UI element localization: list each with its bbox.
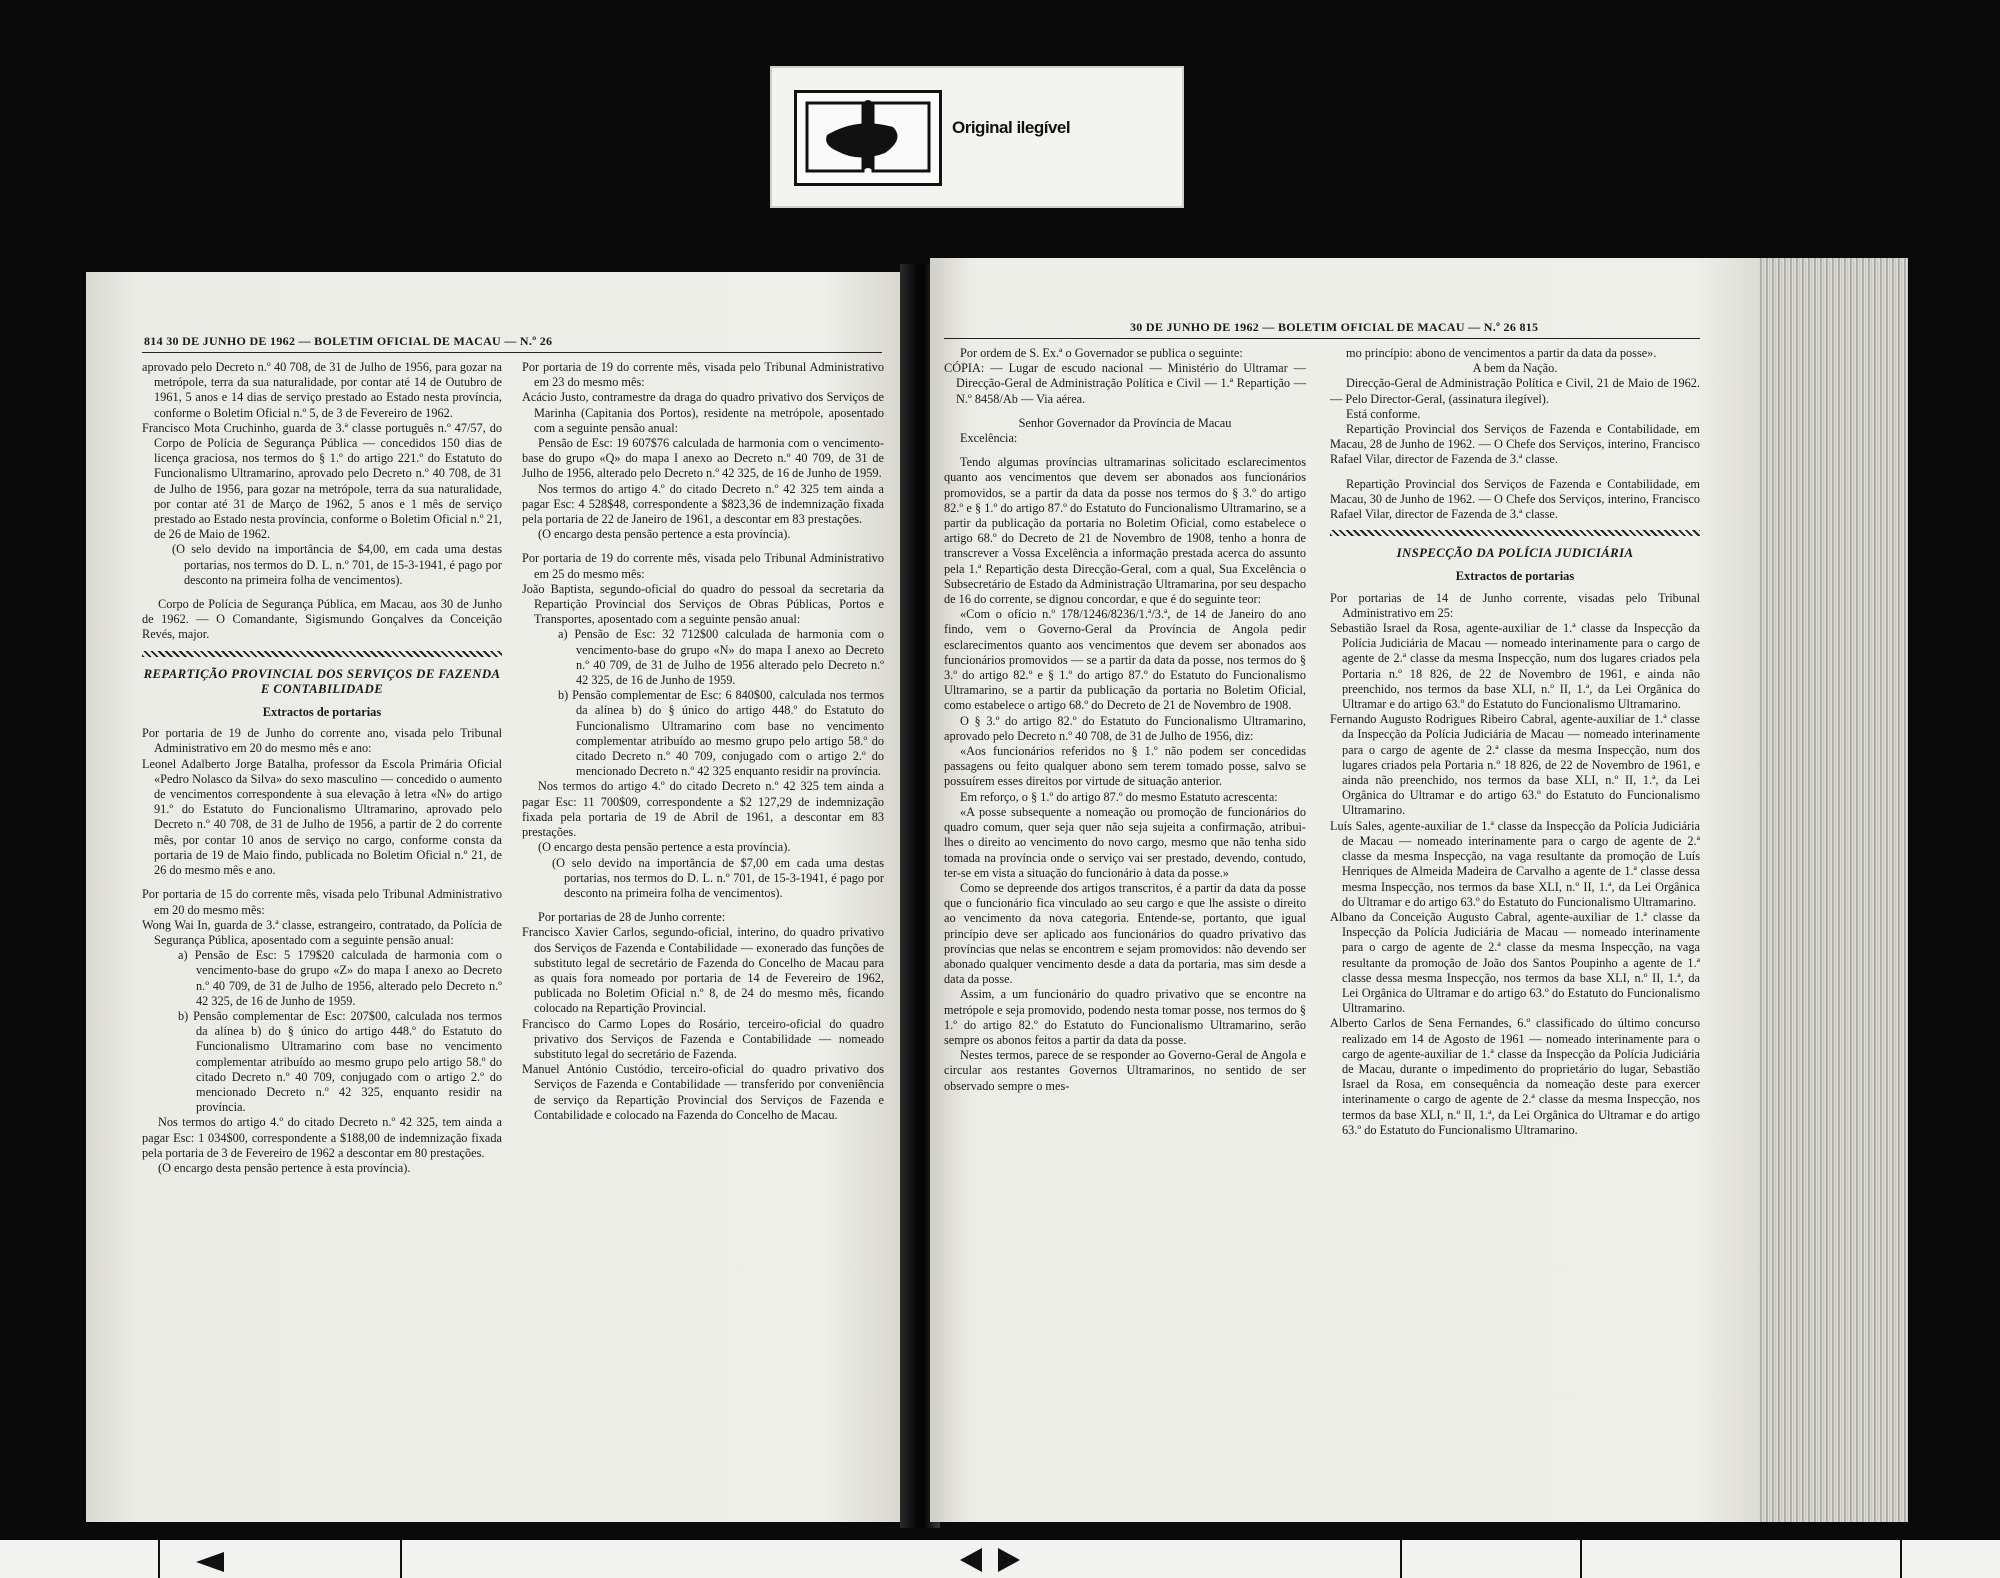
right-page: [930, 258, 1760, 1522]
ruler-tick: [400, 1540, 402, 1578]
right-page-header: 30 DE JUNHO DE 1962 — BOLETIM OFICIAL DE MACAU — N.º 26 815: [1130, 320, 1539, 334]
section-subtitle: Extractos de portarias: [1455, 569, 1575, 584]
paragraph: Alberto Carlos de Sena Fernandes, 6.º classificado do último concurso realizado em 14 de Agosto de 1961 — nomeado interinamente para o cargo de agente-auxiliar de 1.ª classe da Inspecção da Polícia Judiciária de Macau, durante o impedimento do proprietário do lugar, Sebastião Israel da Rosa, em consequência da nomeação deste para exercer interinamente o cargo de agente de 2.ª classe da mesma Inspecção, nos termos da base XLI, n.º II, 1.ª, da Lei Orgânica do Ultramar e do artigo 63.º do Estatuto do Funcionalismo Ultramarino.: [1330, 1016, 1700, 1137]
paragraph: Assim, a um funcionário do quadro privativo que se encontre na metrópole e seja promovido, podendo nesta tomar posse, nos termos do § 1.º do artigo 82.º do Estatuto do Funcionalismo Ultramarino, serão sempre os abonos feitos a partir da data da posse.: [944, 987, 1306, 1047]
paragraph: (O encargo desta pensão pertence a esta província).: [538, 840, 791, 855]
paragraph: Francisco Mota Cruchinho, guarda de 3.ª classe português n.º 47/57, do Corpo de Polícia de Segurança Pública — concedidos 150 dias de licença graciosa, nos termos do § 1.º do artigo 221.º do Estatuto do Funcionalismo Ultramarino, aprovado pelo Decreto n.º 40 708, de 31 de Julho de 1956, para gozar na metrópole, terra da sua naturalidade, por contar até 31 de Março de 1962, 5 anos e 1 mês de serviço prestado ao Estado nesta província, conforme o Boletim Oficial n.º 21, de 26 de Maio de 1962.: [142, 420, 502, 542]
paragraph: Sebastião Israel da Rosa, agente-auxiliar de 1.ª classe da Inspecção da Polícia Judiciária de Macau — nomeado interinamente para o cargo de agente de 2.ª classe da mesma Inspecção, num dos lugares criados pela Portaria n.º 18 826, de 22 de Novembro de 1961, e ainda não preenchido, nos termos da base XLI, n.º II, 1.ª, da Lei Orgânica do Ultramar e do artigo 63.º do Estatuto do Funcionalismo Ultramarino.: [1330, 621, 1700, 712]
paragraph: mo princípio: abono de vencimentos a partir da data da posse».: [1346, 346, 1657, 360]
left-page-column-1: [142, 360, 502, 1176]
paragraph: a) Pensão de Esc: 32 712$00 calculada de harmonia com o vencimento-base do grupo «N» do mapa I anexo ao Decreto n.º 40 709, de 31 de Julho de 1956 alterado pelo Decreto n.º 42 325, de 16 de Junho de 1959.: [558, 627, 884, 688]
paragraph: Nestes termos, parece de se responder ao Governo-Geral de Angola e circular aos restantes Governos Ultramarinos, no sentido de ser observado sempre o mes-: [944, 1048, 1306, 1093]
paragraph: Em reforço, o § 1.º do artigo 87.º do mesmo Estatuto acrescenta:: [960, 789, 1278, 804]
section-ornament: [1330, 530, 1700, 536]
paragraph: Francisco Xavier Carlos, segundo-oficial, interino, do quadro privativo dos Serviços de Fazenda e Contabilidade — exonerado das funções de substituto legal de secretário de Fazenda do Concelho de Macau para as quais fora nomeado por portaria de 14 de Fevereiro de 1962, publicada no Boletim Oficial n.º 8, de 24 do mesmo mês, ficando colocado na Repartição Provincial.: [522, 925, 884, 1016]
paragraph: «A posse subsequente a nomeação ou promoção de funcionários do quadro comum, quer seja quer não seja sujeita a confirmação, atribui-lhes o direito ao vencimento do novo cargo, mesmo que não tenha sido tomada na província onde o serviço vai ser prestado, devendo, contudo, ter-se em vista a situação do funcionário à data da posse.»: [944, 804, 1306, 880]
header-rule: [142, 352, 882, 353]
ruler-tick: [1900, 1540, 1902, 1578]
paragraph: A bem da Nação.: [1472, 361, 1558, 376]
paragraph: b) Pensão complementar de Esc: 207$00, calculada nos termos da alínea b) do § único do artigo 448.º do Estatuto do Funcionalismo Ultramarino com base no vencimento complementar atribuído ao mesmo grupo pelo artigo 58.º do citado Decreto n.º 40 709, conjugado com o artigo 2.º do mencionado Decreto n.º 42 325, enquanto residir na província.: [178, 1008, 502, 1115]
paragraph: a) Pensão de Esc: 5 179$20 calculada de harmonia com o vencimento-base do grupo «Z» do mapa I anexo ao Decreto n.º 40 709, de 31 de Julho de 1956, alterado pelo Decreto n.º 42 325, de 16 de Junho de 1959.: [178, 948, 502, 1008]
paragraph: O § 3.º do artigo 82.º do Estatuto do Funcionalismo Ultramarino, aprovado pelo Decreto n.º 40 708, de 31 de Julho de 1956, diz:: [944, 713, 1306, 743]
paragraph: CÓPIA: — Lugar de escudo nacional — Ministério do Ultramar — Direcção-Geral de Administração Política e Civil — 1.ª Repartição — N.º 8458/Ab — Via aérea.: [944, 361, 1306, 406]
paragraph: Albano da Conceição Augusto Cabral, agente-auxiliar de 1.ª classe da Inspecção da Polícia Judiciária de Macau — nomeado interinamente para o cargo de agente de 2.ª classe da mesma Inspecção, na vaga resultante da promoção de João dos Santos Poupinho a agente de 1.ª classe dessa mesma Inspecção, nos termos da base XLI, n.º II, 1.ª, da Lei Orgânica do Ultramar e do artigo 63.º do Estatuto do Funcionalismo Ultramarino.: [1330, 909, 1700, 1016]
left-page: [86, 272, 906, 1522]
paragraph: Nos termos do artigo 4.º do citado Decreto n.º 42 325 tem ainda a pagar Esc: 11 700$09, correspondente a $2 127,29 de indemnização fixada pela portaria de 19 de Abril de 1961, a descontar em 83 prestações.: [522, 779, 884, 840]
paragraph: Manuel António Custódio, terceiro-oficial do quadro privativo dos Serviços de Fazenda e Contabilidade — transferido por conveniência de serviço da Repartição Provincial dos Serviços de Fazenda e Contabilidade e colocado na Fazenda do Concelho de Macau.: [522, 1062, 884, 1122]
paragraph: «Com o ofício n.º 178/1246/8236/1.ª/3.ª, de 14 de Janeiro do ano findo, vem o Governo-Geral da Província de Angola pedir esclarecimentos quanto aos vencimentos que devem ser abonados aos funcionários promovidos — se a partir da data da posse, nos termos do § 3.º do artigo 82.º e § 1.º do artigo 87.º do Estatuto do Funcionalismo Ultramarino, se a partir da publicação da portaria no Boletim Oficial, como estabelece o artigo 68.º do Decreto de 21 de Novembro de 1908.: [944, 607, 1306, 713]
paragraph: Fernando Augusto Rodrigues Ribeiro Cabral, agente-auxiliar de 1.ª classe da Inspecção da Polícia Judiciária de Macau — nomeado interinamente para o cargo de agente de 2.ª classe da mesma Inspecção, num dos lugares criados pela Portaria n.º 18 826, de 22 de Novembro de 1961, e ainda não preenchido, nos termos da base XLI, n.º II, 1.ª, da Lei Orgânica do Ultramar e do artigo 63.º do Estatuto do Funcionalismo Ultramarino.: [1330, 712, 1700, 818]
left-arrow-icon: [196, 1552, 224, 1572]
ruler-tick: [158, 1540, 160, 1578]
paragraph: Francisco do Carmo Lopes do Rosário, terceiro-oficial do quadro privativo dos Serviços de Fazenda e Contabilidade — nomeado substituto legal do secretário de Fazenda.: [522, 1016, 884, 1061]
paragraph: Por portaria de 19 do corrente mês, visada pelo Tribunal Administrativo em 23 do mesmo mês:: [522, 360, 884, 390]
paragraph: Repartição Provincial dos Serviços de Fazenda e Contabilidade, em Macau, 28 de Junho de 1962. — O Chefe dos Serviços, interino, Francisco Rafael Vilar, director de Fazenda de 3.ª classe.: [1330, 422, 1700, 467]
paragraph: Por portarias de 14 de Junho corrente, visadas pelo Tribunal Administrativo em 25:: [1330, 590, 1700, 620]
section-title: INSPECÇÃO DA POLÍCIA JUDICIÁRIA: [1396, 546, 1634, 561]
paragraph: Pensão de Esc: 19 607$76 calculada de harmonia com o vencimento-base do grupo «Q» do mapa I anexo ao Decreto n.º 40 709, de 31 de Julho de 1956, alterado pelo Decreto n.º 42 325, de 16 de Junho de 1959.: [522, 436, 884, 481]
paragraph: Como se depreende dos artigos transcritos, é a partir da data da posse que o funcionário fica vinculado ao seu cargo e que lhe assiste o direito ao vencimento da nova categoria. Entende-se, portanto, que igual princípio deve ser aplicado aos funcionários do quadro privativo das províncias que nelas se encontrem e sejam promovidos: não devendo ser abonado qualquer vencimento desde a data da portaria, mas sim desde a data da posse.: [944, 880, 1306, 987]
paragraph: (O selo devido na importância de $4,00, em cada uma destas portarias, nos termos do D. L. n.º 701, de 15-3-1941, é pago por desconto na primeira folha de vencimentos).: [172, 542, 502, 587]
section-subtitle: Extractos de portarias: [262, 705, 382, 720]
paragraph: Corpo de Polícia de Segurança Pública, em Macau, aos 30 de Junho de 1962. — O Comandante, Sigismundo Gonçalves da Conceição Revés, major.: [142, 597, 502, 642]
paragraph: Repartição Provincial dos Serviços de Fazenda e Contabilidade, em Macau, 30 de Junho de 1962. — O Chefe dos Serviços, interino, Francisco Rafael Vilar, director de Fazenda de 3.ª classe.: [1330, 476, 1700, 522]
paragraph: b) Pensão complementar de Esc: 6 840$00, calculada nos termos da alínea b) do § único do artigo 448.º do Estatuto do Funcionalismo Ultramarino com base no vencimento complementar atribuído ao mesmo grupo pelo artigo 58.º do citado Decreto n.º 40 709, conjugado com o artigo 2.º do mencionado Decreto n.º 42 325 enquanto residir na província.: [558, 688, 884, 779]
paragraph: Luís Sales, agente-auxiliar de 1.ª classe da Inspecção da Polícia Judiciária de Macau — nomeado interinamente para o cargo de agente de 2.ª classe da mesma Inspecção, na vaga resultante da promoção de Luís Henriques de Almeida Madeira de Carvalho a agente de 1.ª classe dessa mesma Inspecção, nos termos da base XLI, n.º II, 1.ª, da Lei Orgânica do Ultramar e do artigo 63.º do Estatuto do Funcionalismo Ultramarino.: [1330, 818, 1700, 909]
page-edges: [1758, 258, 1908, 1522]
paragraph: «Aos funcionários referidos no § 1.º não podem ser concedidas passagens ou feito qualquer abono sem terem tomado posse, salvo se possuírem esses direitos por virtude de situação anterior.: [944, 744, 1306, 789]
right-page-column-1: [944, 346, 1306, 1094]
paragraph: (O encargo desta pensão pertence a esta província).: [538, 527, 791, 542]
paragraph: Por portarias de 28 de Junho corrente:: [538, 910, 726, 925]
paragraph: Direcção-Geral de Administração Política e Civil, 21 de Maio de 1962. — Pelo Director-Geral, (assinatura ilegível).: [1330, 376, 1700, 406]
paragraph: Excelência:: [960, 431, 1018, 446]
paragraph: Por ordem de S. Ex.ª o Governador se publica o seguinte:: [960, 346, 1243, 360]
ruler-tick: [1580, 1540, 1582, 1578]
double-arrow-icon: [960, 1548, 1020, 1572]
paragraph: (O encargo desta pensão pertence à esta província).: [158, 1160, 411, 1175]
paragraph: Por portaria de 19 do corrente mês, visada pelo Tribunal Administrativo em 25 do mesmo mês:: [522, 551, 884, 581]
paragraph: Está conforme.: [1346, 406, 1421, 421]
paragraph: (O selo devido na importância de $7,00 em cada uma destas portarias, nos termos do D. L. n.º 701, de 15-3-1941, é pago por desconto na primeira folha de vencimentos).: [552, 855, 884, 900]
right-page-column-2: [1330, 346, 1700, 1138]
section-title: REPARTIÇÃO PROVINCIAL DOS SERVIÇOS DE FAZENDA E CONTABILIDADE: [143, 666, 501, 696]
paragraph: Nos termos do artigo 4.º do citado Decreto n.º 42 325, tem ainda a pagar Esc: 1 034$00, correspondente a $188,00 de indemnização fixada pela portaria de 3 de Fevereiro de 1962 a descontar em 80 prestações.: [142, 1115, 502, 1160]
book-icon: [794, 90, 942, 186]
paragraph: Por portaria de 15 do corrente mês, visada pelo Tribunal Administrativo em 20 do mesmo mês:: [142, 887, 502, 917]
illegible-label-text: Original ilegível: [952, 118, 1071, 137]
paragraph: Senhor Governador da Província de Macau: [1018, 415, 1232, 430]
paragraph: Nos termos do artigo 4.º do citado Decreto n.º 42 325 tem ainda a pagar Esc: 4 528$48, correspondente a $823,36 de indemnização fixada pela portaria de 22 de Janeiro de 1961, a descontar em 83 prestações.: [522, 481, 884, 527]
illegible-original-label: [770, 66, 1184, 208]
ruler-tick: [1400, 1540, 1402, 1578]
paragraph: Tendo algumas províncias ultramarinas solicitado esclarecimentos quanto aos vencimentos que devem ser abonados aos funcionários promovidos, se a partir da data da posse nos termos do § 3.º do artigo 82.º e § 1.º do artigo 87.º do Estatuto do Funcionalismo Ultramarino, se a partir da publicação da portaria no Boletim Oficial, como estabelece o artigo 68.º do Decreto de 21 de Novembro de 1908, tenho a honra de transcrever a Vossa Excelência a informação prestada acerca do assunto pela 1.ª Repartição desta Direcção-Geral, com a qual, Sua Excelência o Subsecretário de Estado da Administração Ultramarina, por seu despacho de 16 do corrente, se dignou concordar, e que é do seguinte teor:: [944, 455, 1306, 607]
paragraph: Wong Wai In, guarda de 3.ª classe, estrangeiro, contratado, da Polícia de Segurança Pública, aposentado com a seguinte pensão anual:: [142, 917, 502, 947]
paragraph: Leonel Adalberto Jorge Batalha, professor da Escola Primária Oficial «Pedro Nolasco da Silva» do sexo masculino — concedido o aumento de vencimentos correspondente à sua elevação à letra «N» do artigo 91.º do Estatuto do Funcionalismo Ultramarino, aprovado pelo Decreto n.º 40 708, de 31 de Julho de 1956, a partir de 2 do corrente mês, por contar 10 anos de serviço no cargo, conforme consta da portaria de 19 de Maio findo, publicada no Boletim Oficial n.º 21, de 26 do mesmo mês e ano.: [142, 756, 502, 878]
left-page-column-2: [522, 360, 884, 1123]
paragraph: Acácio Justo, contramestre da draga do quadro privativo dos Serviços de Marinha (Capitania dos Portos), residente na metrópole, aposentado com a seguinte pensão anual:: [522, 390, 884, 435]
paragraph: aprovado pelo Decreto n.º 40 708, de 31 de Julho de 1956, para gozar na metrópole, terra da sua naturalidade, por contar até 14 de Outubro de 1961, 5 anos e 14 dias de serviço prestado ao Estado nesta província, conforme o Boletim Oficial n.º 5, de 3 de Fevereiro de 1962.: [142, 360, 502, 420]
paragraph: Por portaria de 19 de Junho do corrente ano, visada pelo Tribunal Administrativo em 20 do mesmo mês e ano:: [142, 726, 502, 756]
section-ornament: [142, 651, 502, 657]
left-page-header: 814 30 DE JUNHO DE 1962 — BOLETIM OFICIAL DE MACAU — N.º 26: [144, 334, 553, 348]
paragraph: João Baptista, segundo-oficial do quadro do pessoal da secretaria da Repartição Provincial dos Serviços de Obras Públicas, Portos e Transportes, aposentado com a seguinte pensão anual:: [522, 581, 884, 627]
header-rule: [944, 338, 1700, 339]
